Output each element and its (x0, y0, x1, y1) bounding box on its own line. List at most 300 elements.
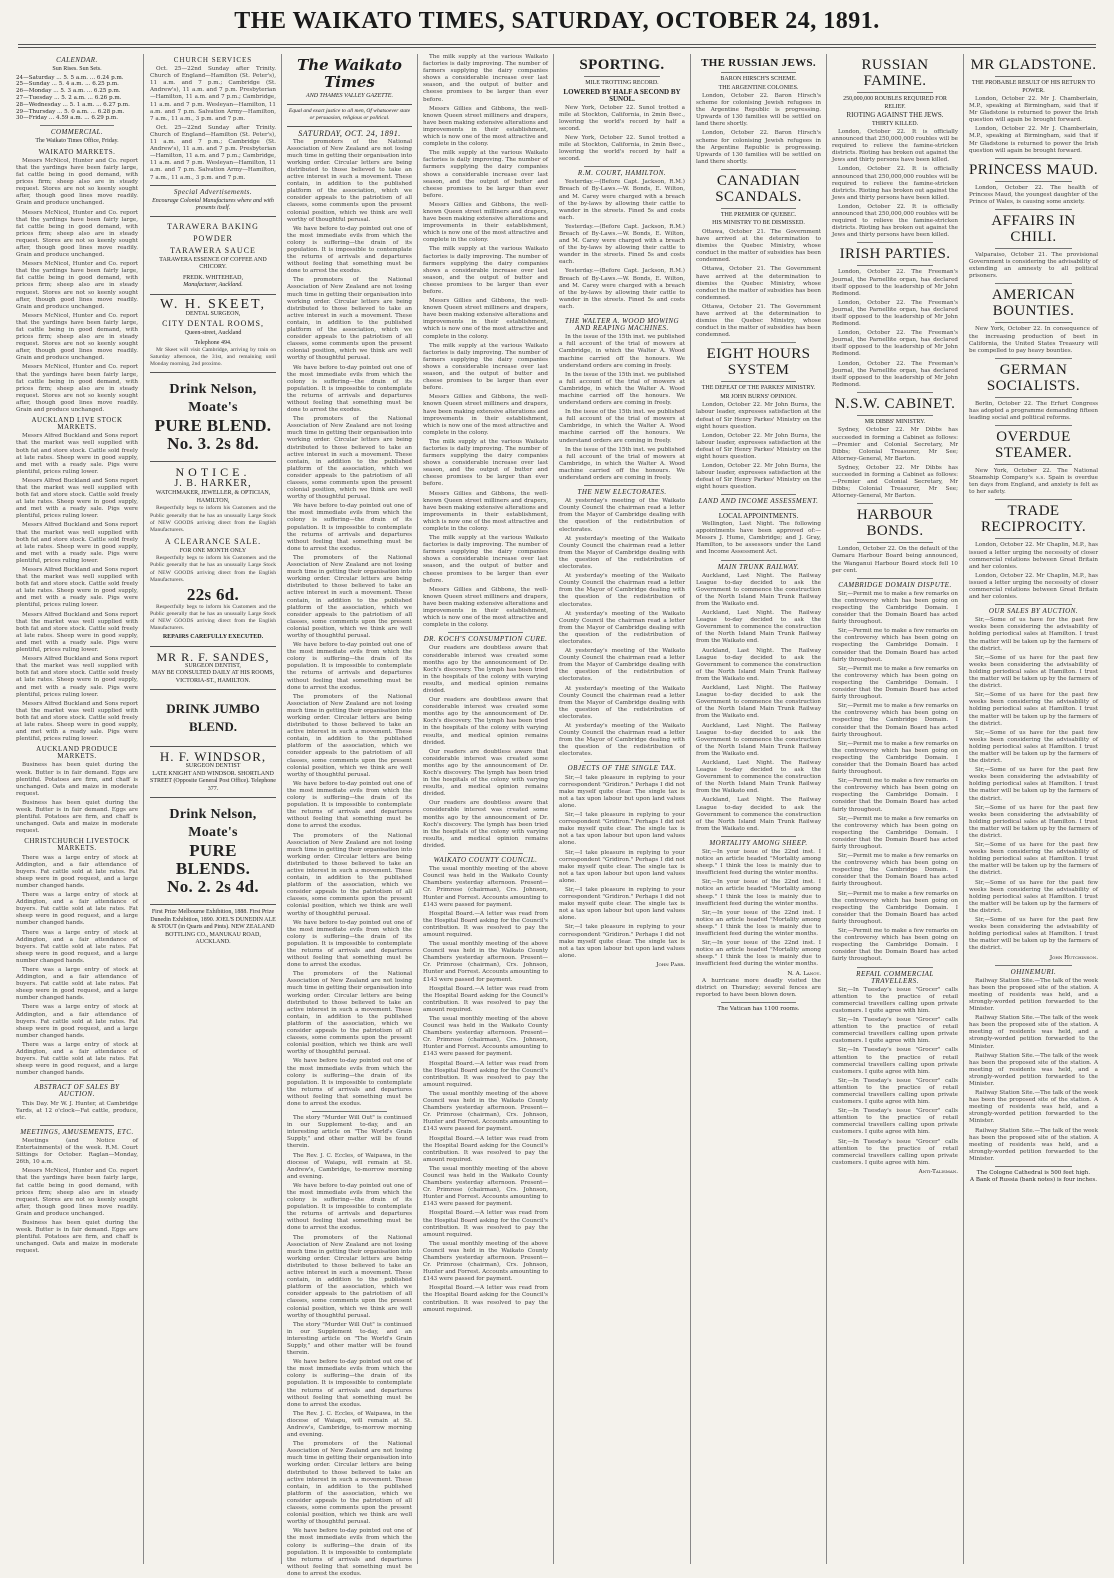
divider (995, 358, 1072, 359)
paper-title: The Waikato Times (297, 56, 402, 91)
bounties-text: New York, October 22. In consequence of the increasing production of beet in California, the United States Treasury will be compelled to pay heavy bounties. (969, 326, 1098, 354)
ohinemuri-text: Railway Station Site.—The talk of the week has been the proposed site of the station. A meeting of residents was held, and a strongly-worded petition forwarded to the Minister. (969, 1052, 1098, 1087)
newspaper-title: THE WAIKATO TIMES, SATURDAY, OCTOBER 24, 1891. (234, 8, 880, 34)
refail-text: Sir,—In Tuesday's issue "Grocer" calls attention to the practice of retail commercial travellers calling upon private customers. I quite agree with him. (832, 986, 958, 1014)
masthead-rule (18, 44, 1096, 45)
main-trunk-text: Auckland, Last Night. The Railway League to-day decided to ask the Government to commence the construction of the North Island Main Trunk Railway from the Waikato end. (696, 722, 821, 757)
nelson-moate-advert-2 (150, 806, 276, 896)
paragraph-text: The milk supply at the various Waikato factories is daily improving. The number of farmers supplying the dairy companies shows a considerable increase over last season, and the output of butter and cheese promises to be larger than ever before. (423, 246, 548, 295)
paragraph-text: Messrs Gillies and Gibbons, the well-known Queen street milliners and drapers, have been making extensive alterations and improvements in their establishment, which is now one of the most attractive and complete in the colony. (423, 201, 548, 244)
domain-text: Sir,—Permit me to make a few remarks on the controversy which has been going on respecting the Cambridge Domain. I consider that the Domain Board has acted fairly throughout. (832, 778, 958, 813)
divider (150, 646, 276, 647)
christchurch-text: There was a large entry of stock at Addington, and a fair attendance of buyers. Fat cattle sold at late rates. Fat sheep were in good request, and a large number changed hands. (16, 966, 138, 1002)
divider (150, 904, 276, 905)
russian-jews-text: London, October 22. Baron Hirsch's scheme for colonising Jewish refugees in the Argentine Republic is progressing. Upwards of 130 families will be settled on land there shortly. (696, 130, 821, 165)
notice-text: A hurricane more deadly visited the district on Thursday; several fences are reported to have been blown down. (696, 977, 821, 998)
leader-text: The promoters of the National Association of New Zealand are not losing much time in getting their organisation into working order. Circular letters are being distributed to those believed to take an active interest in such a movement. These contain, in addition to the published platform of the association, which we consider appeals to the patriotism of all classes, some comments upon the present colonial position, which we think are well worthy of thoughtful perusal. (287, 138, 412, 223)
paragraph-text: The promoters of the National Association of New Zealand are not losing much time in getting their organisation into working order. Circular letters are being distributed to those believed to take an active interest in such a movement. These contain, in addition to the published platform of the association, which we consider appeals to the patriotism of all classes, some comments upon the present colonial position, which we think are well worthy of thoughtful perusal. (287, 1441, 412, 1526)
column-rule (281, 54, 282, 1564)
divider (287, 104, 412, 105)
divider (995, 965, 1072, 966)
chili-heading: AFFAIRS IN CHILI. (991, 213, 1076, 246)
eight-hours-text: London, October 22. Mr John Burns, the labour leader, expresses satisfaction at the defeat of Sir Henry Parkes' Ministry on the eight hours question. (696, 463, 821, 491)
divider (995, 464, 1072, 465)
county-council-text: Hospital Board.—A letter was read from the Hospital Board asking for the Council's contribution. It was resolved to pay the amount required. (423, 1060, 548, 1088)
sandes-advert (150, 651, 276, 686)
domain-text: Sir,—Permit me to make a few remarks on the controversy which has been going on respecting the Cambridge Domain. I consider that the Domain Board has acted fairly throughout. (832, 740, 958, 776)
canadian-subheading: HIS MINISTRY TO BE DISMISSED. (712, 220, 805, 227)
county-council-text: Hospital Board.—A letter was read from the Hospital Board asking for the Council's contribution. It was resolved to pay the amount required. (423, 1135, 548, 1163)
paragraph-text: The Rev. J. C. Eccles, of Waipawa, in the diocese of Waiapu, will remain at St. Andrew's, Cambridge, to-morrow morning and evening. (287, 1410, 412, 1439)
main-trunk-text: Auckland, Last Night. The Railway League to-day decided to ask the Government to commence the construction of the North Island Main Trunk Railway from the Waikato end. (696, 572, 821, 607)
tarawera-advert (150, 221, 276, 290)
clearance-heading: A CLEARANCE SALE. (164, 536, 262, 546)
skeet-name: W. H. SKEET, (159, 296, 267, 312)
divider (721, 1002, 796, 1003)
divider (721, 509, 796, 510)
maud-text: London, October 22. The health of Princess Maud, the youngest daughter of the Prince of Wales, is causing some anxiety. (969, 184, 1098, 205)
special-ads-subheading: Encourage Colonial Manufactures where and with presents itself. (152, 197, 274, 212)
famine-subheading: RIOTING AGAINST THE JEWS. (846, 111, 944, 119)
harker-text: Respectfully begs to inform his Customers and the Public generally that he has an unusually Large Stock of NEW GOODS arriving direct from the English Manufacturers. (150, 603, 276, 631)
masthead (0, 0, 1114, 48)
overdue-steamer-heading: OVERDUE STEAMER. (995, 429, 1072, 462)
rm-court-text: Yesterday.—(Before Capt. Jackson, R.M.) Breach of By-Laws.—W. Bonds, E. Wilton, and M. Carey were charged with a breach of the by-laws by allowing their cattle to wander in the streets. Fined 5s and costs each. (559, 268, 685, 310)
abstract-heading: ABSTRACT OF SALES BY AUCTION. (34, 1083, 120, 1099)
auckland-livestock-text: Messrs Alfred Buckland and Sons report that the market was well supplied with both fat and store stock. Cattle sold freely at late rates. Sheep were in good supply, and met with a ready sale. Pigs were plentiful, prices ruling lower. (16, 567, 138, 609)
divider (857, 578, 933, 579)
electorates-text: At yesterday's meeting of the Waikato County Council the chairman read a letter from the Mayor of Cambridge dealing with the question of the redistribution of electorates. (559, 573, 685, 608)
sales-text: Sir,—Some of us have for the past few weeks been considering the advisability of holding periodical sales at Hamilton. I trust the matter will be taken up by the farmers of the district. (969, 842, 1098, 877)
divider (721, 381, 796, 382)
divider (150, 294, 276, 295)
dunedin-ale-advert (150, 909, 276, 947)
paragraph-text: The Rev. J. C. Eccles, of Waipawa, in the diocese of Waiapu, will remain at St. Andrew's, Cambridge, to-morrow morning and evening. (287, 1152, 412, 1180)
paragraph-text: The milk supply at the various Waikato factories is daily improving. The number of farmers supplying the dairy companies shows a considerable increase over last season, and the output of butter and cheese promises to be larger than ever before. (423, 150, 548, 199)
overdue-text: New York, October 22. The National Steamship Company's s.s. Spain is overdue ten days from England, and anxiety is felt as to her safety. (969, 468, 1098, 496)
famine-heading: RUSSIAN FAMINE. (861, 57, 929, 89)
markets-text: Messrs McNicol, Hunter and Co. report that the yardings have been fairly large, fat cattle being in good demand, with prices firm; sheep also are in steady request. Stores are not so keenly sought after, though good lines move readily. Grain and produce unchanged. (16, 261, 138, 310)
main-trunk-heading: MAIN TRUNK RAILWAY. (717, 562, 800, 571)
sales-text: Sir,—Some of us have for the past few weeks been considering the advisability of holding periodical sales at Hamilton. I trust the matter will be taken up by the farmers of the district. (969, 729, 1098, 765)
divider (150, 746, 276, 747)
abstract-text: This Day. Mr W. J. Hunter, at Cambridge Yards, at 12 o'clock—Fat cattle, produce, etc. (16, 1100, 138, 1121)
divider (721, 72, 796, 73)
harker-name: J. B. HARKER, (174, 478, 252, 490)
koch-text: Our readers are doubtless aware that considerable interest was created some months ago by the announcement of Dr. Koch's discovery. The lymph has been tried in the hospitals of the colony with varying results, and medical opinion remains divided. (423, 748, 548, 798)
nelson-line: PURE BLENDS. (175, 841, 251, 879)
domain-text: Sir,—Permit me to make a few remarks on the controversy which has been going on respecting the Cambridge Domain. I consider that the Domain Board has acted fairly throughout. (832, 890, 958, 925)
windsor-name: H. F. WINDSOR, (159, 749, 267, 765)
land-assessment-heading: LAND AND INCOME ASSESSMENT. (698, 497, 819, 506)
divider (584, 76, 660, 77)
christchurch-heading: CHRISTCHURCH LIVESTOCK MARKETS. (24, 837, 130, 853)
leader-text: We have before to-day pointed out one of the most immediate evils from which the colony is suffering—the drain of its population. It is impossible to contemplate the returns of arrivals and departures without feeling that something must be done to arrest the exodus. (287, 919, 412, 969)
divider (857, 503, 933, 504)
divider (995, 209, 1072, 210)
calendar-row: 28—Wednesday ... 5. 1 a.m. ... 6.27 p.m. (16, 101, 130, 108)
irish-text: London, October 22. The Freeman's Journal, the Parnellite organ, has declared itself opposed to the leadership of Mr John Redmond. (832, 360, 958, 388)
divider (857, 967, 933, 968)
price-22s: 22s 6d. (186, 584, 240, 604)
refail-signature: Anti-Talisman. (918, 1168, 958, 1175)
paragraph-text: The milk supply at the various Waikato factories is daily improving. The number of farmers supplying the dairy companies shows a considerable increase over last season, and the output of butter and cheese promises to be larger than ever before. (423, 438, 548, 488)
auckland-livestock-text: Messrs Alfred Buckland and Sons report that the market was well supplied with both fat and store stock. Cattle sold freely at late rates. Sheep were in good supply, and met with a ready sale. Pigs were plentiful, prices ruling lower. (16, 522, 138, 564)
nelson-moate-advert-1 (150, 381, 276, 453)
leader-text: The promoters of the National Association of New Zealand are not losing much time in getting their organisation into working order. Circular letters are being distributed to those believed to take an active interest in such a movement. These contain, in addition to the published platform of the association, which we consider appeals to the patriotism of all classes, some comments upon the present colonial position, which we think are well worthy of thoughtful perusal. (287, 416, 412, 501)
calendar-heading: CALENDAR. (56, 56, 98, 64)
divider (721, 836, 796, 837)
princess-maud-heading: PRINCESS MAUD. (969, 161, 1098, 178)
sporting-subheading: MILE TROTTING RECORD. (585, 80, 659, 86)
divider (721, 494, 796, 495)
rm-court-text: Yesterday.—(Before Capt. Jackson, R.M.) Breach of By-Laws.—W. Bonds, E. Wilton, and M. Carey were charged with a breach of the by-laws by allowing their cattle to wander in the streets. Fined 5s and costs each. (559, 223, 685, 266)
paragraph-text: The milk supply at the various Waikato factories is daily improving. The number of farmers supplying the dairy companies shows a considerable increase over last season, and the output of butter and cheese promises to be larger than ever before. (423, 342, 548, 392)
ohinemuri-text: Railway Station Site.—The talk of the week has been the proposed site of the station. A meeting of residents was held, and a strongly-worded petition forwarded to the Minister. (969, 977, 1098, 1013)
sales-text: Sir,—Some of us have for the past few weeks been considering the advisability of holding periodical sales at Hamilton. I trust the matter will be taken up by the farmers of the district. (969, 917, 1098, 952)
auckland-livestock-heading: AUCKLAND LIVE STOCK MARKETS. (31, 416, 123, 432)
sporting-text: New York, October 22. Sunol trotted a mile at Stockton, California, in 2min 8sec., lowering the world's record by half a second. (559, 134, 685, 163)
american-bounties-heading: AMERICAN BOUNTIES. (991, 287, 1076, 320)
famine-text: London, October 22. It is officially announced that 250,000,000 roubles will be required to relieve the famine-stricken districts. Rioting has broken out against the Jews and thirty persons have been killed. (832, 203, 958, 239)
divider (857, 415, 933, 416)
paragraph-text: We have before to-day pointed out one of the most immediate evils from which the colony is suffering—the drain of its population. It is impossible to contemplate the returns of arrivals and departures without feeling that something must be done to arrest the exodus. (287, 1182, 412, 1232)
county-council-text: The usual monthly meeting of the above Council was held in the Waikato County Chambers yesterday afternoon. Present—Cr. Primrose (chairman), Crs. Johnson, Hunter and Forrest. Accounts amounting to £143 were passed for payment. (423, 1165, 548, 1208)
markets-text: Messrs McNicol, Hunter and Co. report that the yardings have been fairly large, fat cattle being in good demand, with prices firm; sheep also are in steady request. Stores are not so keenly sought after, though good lines move readily. Grain and produce unchanged. (16, 209, 138, 259)
refail-heading: REFAIL COMMERCIAL TRAVELLERS. (856, 969, 934, 985)
mortality-signature: N. A. Lanoy. (787, 970, 821, 977)
divider (995, 1166, 1072, 1167)
domain-text: Sir,—Permit me to make a few remarks on the controversy which has been going on respecting the Cambridge Domain. I consider that the Domain Board has acted fairly throughout. (832, 853, 958, 888)
eight-hours-subheading: THE DEFEAT OF THE PARKES' MINISTRY. (701, 385, 816, 392)
divider (40, 125, 113, 126)
canadian-subheading: THE PREMIER OF QUEBEC. (720, 211, 797, 218)
windsor-sub: SURGEON DENTIST (185, 763, 241, 770)
jumbo-blend-advert (150, 700, 276, 736)
special-ads-heading: Special Advertisements. (173, 187, 253, 196)
auckland-livestock-text: Messrs Alfred Buckland and Sons report that the market was well supplied with both fat and store stock. Cattle sold freely at late rates. Sheep were in good supply, and met with a ready sale. Pigs were plentiful, prices ruling lower. (16, 700, 138, 743)
tarawera-line: TARAWERA BAKING POWDER (167, 221, 259, 243)
produce-text: Business has been quiet during the week. Butter is in fair demand. Eggs are plentiful. Potatoes are firm, and chaff is unchanged. Oats and maize in moderate request. (16, 799, 138, 835)
column-1 (16, 54, 138, 1564)
calendar-row: 25—Sunday ... 5. 4 a.m. ... 6.25 p.m. (16, 81, 119, 88)
christchurch-text: There was a large entry of stock at Addington, and a fair attendance of buyers. Fat cattle sold at late rates. Fat sheep were in good request, and a large number changed hands. (16, 854, 138, 889)
markets-heading: WAIKATO MARKETS. (38, 147, 116, 156)
domain-text: Sir,—Permit me to make a few remarks on the controversy which has been going on respecting the Cambridge Domain. I consider that the Domain Board has acted fairly throughout. (832, 590, 958, 626)
single-tax-signature: John Parr. (656, 961, 685, 968)
skeet-advert (150, 296, 276, 369)
christchurch-text: There was a large entry of stock at Addington, and a fair attendance of buyers. Fat cattle sold at late rates. Fat sheep were in good request, and a large number changed hands. (16, 892, 138, 927)
koch-text: Our readers are doubtless aware that considerable interest was created some months ago by the announcement of Dr. Koch's discovery. The lymph has been tried in the hospitals of the colony with varying results, and medical opinion remains divided. (423, 645, 548, 694)
ohinemuri-text: Railway Station Site.—The talk of the week has been the proposed site of the station. A meeting of residents was held, and a strongly-worded petition forwarded to the Minister. (969, 1127, 1098, 1162)
electorates-text: At yesterday's meeting of the Waikato County Council the chairman read a letter from the Mayor of Cambridge dealing with the question of the redistribution of electorates. (559, 610, 685, 645)
ohinemuri-text: Railway Station Site.—The talk of the week has been the proposed site of the station. A meeting of residents was held, and a strongly-worded petition forwarded to the Minister. (969, 1090, 1098, 1125)
commercial-subheading: The Waikato Times Office, Friday. (35, 138, 119, 145)
mortality-text: Sir,—In your issue of the 22nd inst. I notice an article headed "Mortality among sheep." I think the loss is mainly due to insufficient feed during the winter months. (696, 940, 821, 968)
sales-text: Sir,—Some of us have for the past few weeks been considering the advisability of holding periodical sales at Hamilton. I trust the matter will be taken up by the farmers of the district. (969, 654, 1098, 690)
harker-text: Respectfully begs to inform his Customers and the Public generally that he has an unusually Large Stock of NEW GOODS arriving direct from the English Manufacturers. (150, 555, 276, 583)
divider (995, 76, 1072, 77)
date-heading: SATURDAY, OCT. 24, 1891. (298, 128, 401, 138)
calendar-row: 24—Saturday ... 5. 5 a.m. ... 6.24 p.m. (16, 74, 124, 81)
gladstone-text: London, October 22. Mr J. Chamberlain, M.P., speaking at Birmingham, said that if Mr Gladstone is returned to power the Irish question will again be brought forward. (969, 96, 1098, 124)
main-trunk-text: Auckland, Last Night. The Railway League to-day decided to ask the Government to commence the construction of the North Island Main Trunk Railway from the Waikato end. (696, 610, 821, 645)
electorates-heading: THE NEW ELECTORATES. (577, 488, 667, 497)
canadian-text: Ottawa, October 21. The Government have arrived at the determination to dismiss the Quebec Ministry, whose conduct in the matter of subsidies has been condemned. (696, 303, 821, 339)
auckland-livestock-text: Messrs Alfred Buckland and Sons report that the market was well supplied with both fat and store stock. Cattle sold freely at late rates. Sheep were in good supply, and met with a ready sale. Pigs were plentiful, prices ruling lower. (16, 477, 138, 520)
trade-reciprocity-heading: TRADE RECIPROCITY. (981, 503, 1086, 536)
russian-jews-heading: THE RUSSIAN JEWS. (701, 57, 816, 69)
leader-text: The promoters of the National Association of New Zealand are not losing much time in getting their organisation into working order. Circular letters are being distributed to those believed to take an active interest in such a movement. These contain, in addition to the published platform of the association, which we consider appeals to the patriotism of all classes, some comments upon the present colonial position, which we think are well worthy of thoughtful perusal. (287, 693, 412, 778)
mortality-text: Sir,—In your issue of the 22nd inst. I notice an article headed "Mortality among sheep." I think the loss is mainly due to insufficient feed during the winter months. (696, 879, 821, 907)
leader-text: We have before to-day pointed out one of the most immediate evils from which the colony is suffering—the drain of its population. It is impossible to contemplate the returns of arrivals and departures without feeling that something must be done to arrest the exodus. (287, 503, 412, 552)
paragraph-text: We have before to-day pointed out one of the most immediate evils from which the colony is suffering—the drain of its population. It is impossible to contemplate the returns of arrivals and departures without feeling that something must be done to arrest the exodus. (287, 1359, 412, 1408)
leader-text: The promoters of the National Association of New Zealand are not losing much time in getting their organisation into working order. Circular letters are being distributed to those believed to take an active interest in such a movement. These contain, in addition to the published platform of the association, which we consider appeals to the patriotism of all classes, some comments upon the present colonial position, which we think are well worthy of thoughtful perusal. (287, 832, 412, 917)
column-2 (150, 54, 276, 1564)
domain-text: Sir,—Permit me to make a few remarks on the controversy which has been going on respecting the Cambridge Domain. I consider that the Domain Board has acted fairly throughout. (832, 703, 958, 738)
ohinemuri-heading: OHINEMURI. (1010, 967, 1057, 976)
divider (584, 485, 660, 486)
trade-text: London, October 22. Mr Chaplin, M.P., has issued a letter urging the necessity of closer commercial relations between Great Britain and her colonies. (969, 572, 1098, 601)
divider (995, 158, 1072, 159)
sporting-subheading: LOWERED BY HALF A SECOND BY SUNOL. (563, 87, 681, 103)
russian-jews-text: London, October 22. Baron Hirsch's scheme for colonising Jewish refugees in the Argentine Republic is progressing. Upwards of 130 families will be settled on land there shortly. (696, 93, 821, 128)
divider (721, 342, 796, 343)
meetings-text: Business has been quiet during the week. Butter is in fair demand. Eggs are plentiful. Potatoes are firm, and chaff is unchanged. Oats and maize in moderate request. (16, 1219, 138, 1255)
divider (857, 542, 933, 543)
divider (721, 208, 796, 209)
sandes-text: MAY BE CONSULTED DAILY AT HIS ROOMS, VICTORIA-ST., HAMILTON. (151, 670, 275, 684)
sales-text: Sir,—Some of us have for the past few weeks been considering the advisability of holding periodical sales at Hamilton. I trust the matter will be taken up by the farmers of the district. (969, 692, 1098, 727)
chili-text: Valparaiso, October 21. The provisional Government is considering the advisability of extending an amnesty to all political prisoners. (969, 252, 1098, 280)
column-4 (423, 54, 548, 1564)
sporting-heading: SPORTING. (579, 57, 665, 73)
canadian-scandals-heading: CANADIAN SCANDALS. (715, 172, 802, 205)
paragraph-text: We have before to-day pointed out one of the most immediate evils from which the colony is suffering—the drain of its population. It is impossible to contemplate the returns of arrivals and departures without feeling that something must be done to arrest the exodus. (287, 1528, 412, 1577)
church-services-text: Oct. 25—22nd Sunday after Trinity. Church of England—Hamilton (St. Peter's), 11 a.m. and 7 p.m.; Cambridge (St. Andrew's), 11 a.m. and 7 p.m. Presbyterian—Hamilton, 11 a.m. and 7 p.m.; Cambridge, 11 a.m. and 7 p.m. Wesleyan—Hamilton, 11 a.m. and 7 p.m. Salvation Army—Hamilton, 7 a.m., 11 a.m., 3 p.m. and 7 p.m. (150, 124, 276, 181)
eight-hours-text: London, October 22. Mr John Burns, the labour leader, expresses satisfaction at the defeat of Sir Henry Parkes' Ministry on the eight hours question. (696, 432, 821, 460)
skeet-line: CITY DENTAL ROOMS, (162, 319, 264, 329)
meetings-heading: MEETINGS, AMUSEMENTS, ETC. (20, 1127, 134, 1136)
electorates-text: At yesterday's meeting of the Waikato County Council the chairman read a letter from the Mayor of Cambridge dealing with the question of the redistribution of electorates. (559, 685, 685, 720)
repairs-line: REPAIRS CAREFULLY EXECUTED. (162, 634, 264, 641)
county-council-text: Hospital Board.—A letter was read from the Hospital Board asking for the Council's contribution. It was resolved to pay the amount required. (423, 910, 548, 938)
leader-text: The promoters of the National Association of New Zealand are not losing much time in getting their organisation into working order. Circular letters are being distributed to those believed to take an active interest in such a movement. These contain, in addition to the published platform of the association, which we consider appeals to the patriotism of all classes, some comments upon the present colonial position, which we think are well worthy of thoughtful perusal. (287, 277, 412, 362)
single-tax-text: Sir,—I take pleasure in replying to your correspondent "Gridiron." Perhaps I did not make myself quite clear. The single tax is not a tax upon labour but upon land values alone. (559, 774, 685, 809)
single-tax-text: Sir,—I take pleasure in replying to your correspondent "Gridiron." Perhaps I did not make myself quite clear. The single tax is not a tax upon labour but upon land values alone. (559, 812, 685, 847)
paragraph-text: The milk supply at the various Waikato factories is daily improving. The number of farmers supplying the dairy companies shows a considerable increase over last season, and the output of butter and cheese promises to be larger than ever before. (423, 54, 548, 103)
column-3 (287, 54, 412, 1577)
koch-text: Our readers are doubtless aware that considerable interest was created some months ago by the announcement of Dr. Koch's discovery. The lymph has been tried in the hospitals of the colony with varying results, and medical opinion remains divided. (423, 800, 548, 849)
divider (584, 166, 660, 167)
electorates-text: At yesterday's meeting of the Waikato County Council the chairman read a letter from the Mayor of Cambridge dealing with the question of the redistribution of electorates. (559, 723, 685, 758)
nsw-subheading: MR DIBBS' MINISTRY. (864, 418, 926, 425)
divider (150, 216, 276, 217)
column-rule (963, 54, 964, 1564)
markets-text: Messrs McNicol, Hunter and Co. report that the yardings have been fairly large, fat cattle being in good demand, with prices firm; sheep also are in steady request. Stores are not so keenly sought after, though good lines move readily. Grain and produce unchanged. (16, 364, 138, 414)
sales-text: Sir,—Some of us have for the past few weeks been considering the advisability of holding periodical sales at Hamilton. I trust the matter will be taken up by the farmers of the district. (969, 879, 1098, 914)
county-council-text: The usual monthly meeting of the above Council was held in the Waikato County Chambers yesterday afternoon. Present—Cr. Primrose (chairman), Crs. Johnson, Hunter and Forrest. Accounts amounting to £143 were passed for payment. (423, 1240, 548, 1283)
nsw-text: Sydney, October 22. Mr Dibbs has succeeded in forming a Cabinet as follows:—Premier and Colonial Secretary, Mr Dibbs; Colonial Treasurer, Mr See; Attorney-General, Mr Barton. (832, 464, 958, 500)
koch-text: Our readers are doubtless aware that considerable interest was created some months ago by the announcement of Dr. Koch's discovery. The lymph has been tried in the hospitals of the colony with varying results, and medical opinion remains divided. (423, 697, 548, 746)
sales-signature: John Hutchinson. (1049, 954, 1098, 961)
sandes-sub: SURGEON DENTIST, (185, 662, 241, 669)
column-5 (559, 54, 685, 1564)
famine-subheading: 250,000,000 ROUBLES REQUIRED FOR RELIEF. (843, 96, 947, 110)
divider (40, 1080, 113, 1081)
calendar-table (16, 75, 138, 123)
vatican-note: The Vatican has 1100 rooms. (717, 1005, 800, 1012)
auckland-livestock-text: Messrs Alfred Buckland and Sons report that the market was well supplied with both fat and store stock. Cattle sold freely at late rates. Sheep were in good supply, and met with a ready sale. Pigs were plentiful, prices ruling lower. (16, 433, 138, 475)
skeet-phone: Telephone 494. (194, 339, 232, 346)
column-8 (969, 54, 1098, 1564)
auckland-livestock-text: Messrs Alfred Buckland and Sons report that the market was well supplied with both fat and store stock. Cattle sold freely at late rates. Sheep were in good supply, and met with a ready sale. Pigs were plentiful, prices ruling lower. (16, 611, 138, 654)
leader-text: We have before to-day pointed out one of the most immediate evils from which the colony is suffering—the drain of its population. It is impossible to contemplate the returns of arrivals and departures without feeling that something must be done to arrest the exodus. (287, 642, 412, 691)
divider (150, 185, 276, 186)
windsor-advert (150, 751, 276, 793)
refail-text: Sir,—In Tuesday's issue "Grocer" calls attention to the practice of retail commercial travellers calling upon private customers. I quite agree with him. (832, 1017, 958, 1045)
harbour-bonds-heading: HARBOUR BONDS. (856, 507, 934, 540)
county-council-text: Hospital Board.—A letter was read from the Hospital Board asking for the Council's contribution. It was resolved to pay the amount required. (423, 1285, 548, 1313)
leader-text: The promoters of the National Association of New Zealand are not losing much time in getting their organisation into working order. Circular letters are being distributed to those believed to take an active interest in such a movement. These contain, in addition to the published platform of the association, which we consider appeals to the patriotism of all classes, some comments upon the present colonial position, which we think are well worthy of thoughtful perusal. (287, 554, 412, 639)
refail-text: Sir,—In Tuesday's issue "Grocer" calls attention to the practice of retail commercial travellers calling upon private customers. I quite agree with him. (832, 1138, 958, 1166)
divider (287, 126, 412, 127)
paragraph-text: Messrs Gillies and Gibbons, the well-known Queen street milliners and drapers, have been making extensive alterations and improvements in their establishment, which is now one of the most attractive and complete in the colony. (423, 586, 548, 629)
walter-wood-heading: THE WALTER A. WOOD MOWING AND REAPING MACHINES. (564, 317, 680, 333)
leader-text: We have before to-day pointed out one of the most immediate evils from which the colony is suffering—the drain of its population. It is impossible to contemplate the returns of arrivals and departures without feeling that something must be done to arrest the exodus. (287, 1058, 412, 1107)
county-council-text: Hospital Board.—A letter was read from the Hospital Board asking for the Council's contribution. It was resolved to pay the amount required. (423, 1210, 548, 1238)
rm-court-heading: R.M. COURT, HAMILTON. (577, 169, 667, 178)
divider (150, 797, 276, 798)
domain-dispute-heading: CAMBRIDGE DOMAIN DISPUTE. (838, 580, 952, 589)
main-trunk-text: Auckland, Last Night. The Railway League to-day decided to ask the Government to commence the construction of the North Island Main Trunk Railway from the Waikato end. (696, 797, 821, 832)
tarawera-line: TARAWERA ESSENCE OF COFFEE AND CHICORY. (159, 256, 267, 271)
sandes-name: MR R. F. SANDES, (156, 649, 270, 664)
sales-auction-heading: OUR SALES BY AUCTION. (988, 607, 1079, 616)
sporting-text: New York, October 22. Sunol trotted a mile at Stockton, California, in 2min 8sec., lowering the world's record by half a second. (559, 104, 685, 132)
bank-note: A Bank of Russia (bank notes) is four inches. (970, 1177, 1097, 1184)
walter-wood-text: In the issue of the 15th inst. we published a full account of the trial of mowers at Cambridge, in which the Walter A. Wood machine carried off the honours. We understand orders are coming in freely. (559, 371, 685, 407)
dunedin-text: First Prize Melbourne Exhibition, 1888. First Prize Dunedin Exhibition, 1890. JOEL'S DUNEDIN ALE & STOUT (in Quarts and Pints). NEW ZEALAND BOTTLING CO., MANUKAU ROAD, AUCKLAND. (150, 909, 276, 946)
divider (995, 604, 1072, 605)
domain-text: Sir,—Permit me to make a few remarks on the controversy which has been going on respecting the Cambridge Domain. I consider that the Domain Board has acted fairly throughout. (832, 665, 958, 701)
leader-text: We have before to-day pointed out one of the most immediate evils from which the colony is suffering—the drain of its population. It is impossible to contemplate the returns of arrivals and departures without feeling that something must be done to arrest the exodus. (287, 364, 412, 414)
irish-parties-heading: IRISH PARTIES. (839, 246, 951, 263)
leader-text: We have before to-day pointed out one of the most immediate evils from which the colony is suffering—the drain of its population. It is impossible to contemplate the returns of arrivals and departures without feeling that something must be done to arrest the exodus. (287, 780, 412, 830)
domain-text: Sir,—Permit me to make a few remarks on the controversy which has been going on respecting the Cambridge Domain. I consider that the Domain Board has acted fairly throughout. (832, 928, 958, 963)
county-council-text: The usual monthly meeting of the above Council was held in the Waikato County Chambers yesterday afternoon. Present—Cr. Primrose (chairman), Crs. Johnson, Hunter and Forrest. Accounts amounting to £143 were passed for payment. (423, 1090, 548, 1133)
leader-text: We have before to-day pointed out one of the most immediate evils from which the colony is suffering—the drain of its population. It is impossible to contemplate the returns of arrivals and departures without feeling that something must be done to arrest the exodus. (287, 225, 412, 275)
domain-text: Sir,—Permit me to make a few remarks on the controversy which has been going on respecting the Cambridge Domain. I consider that the Domain Board has acted fairly throughout. (832, 815, 958, 850)
divider (995, 538, 1072, 539)
produce-text: Business has been quiet during the week. Butter is in fair demand. Eggs are plentiful. Potatoes are firm, and chaff is unchanged. Oats and maize in moderate request. (16, 762, 138, 797)
divider (721, 560, 796, 561)
single-tax-text: Sir,—I take pleasure in replying to your correspondent "Gridiron." Perhaps I did not make myself quite clear. The single tax is not a tax upon labour but upon land values alone. (559, 924, 685, 959)
local-appointments-text: Wellington, Last Night. The following appointments have been approved of:—Messrs J. Hume, Cambridge; and J. Gray, Hamilton, to be assessors under the Land and Income Assessment Act. (696, 521, 821, 556)
column-7 (832, 54, 958, 1564)
divider (448, 853, 523, 854)
whitehead-sub: Manufacturer, Auckland. (183, 282, 243, 289)
nelson-line: No. 3. 2s 8d. (167, 434, 259, 454)
nelson-line: PURE BLEND. (154, 416, 272, 436)
column-rule (690, 54, 691, 1564)
nelson-line: Drink Nelson, Moate's (169, 382, 257, 416)
divider (40, 1125, 113, 1126)
refail-text: Sir,—In Tuesday's issue "Grocer" calls attention to the practice of retail commercial travellers calling upon private customers. I quite agree with him. (832, 1108, 958, 1136)
refail-text: Sir,—In Tuesday's issue "Grocer" calls attention to the practice of retail commercial travellers calling upon private customers. I quite agree with him. (832, 1047, 958, 1075)
single-tax-text: Sir,—I take pleasure in replying to your correspondent "Gridiron." Perhaps I did not make myself quite clear. The single tax is not a tax upon labour but upon land values alone. (559, 849, 685, 884)
calendar-row: 27—Tuesday ... 5. 2 a.m. ... 6.26 p.m. (16, 94, 122, 101)
divider (995, 322, 1072, 323)
calendar-row: 29—Thursday ... 5. 0 a.m. ... 6.28 p.m. (16, 108, 125, 115)
county-council-text: Hospital Board.—A letter was read from the Hospital Board asking for the Council's contribution. It was resolved to pay the amount required. (423, 985, 548, 1013)
refail-text: Sir,—In Tuesday's issue "Grocer" calls attention to the practice of retail commercial travellers calling upon private customers. I quite agree with him. (832, 1077, 958, 1106)
main-trunk-text: Auckland, Last Night. The Railway League to-day decided to ask the Government to commence the construction of the North Island Main Trunk Railway from the Waikato end. (696, 647, 821, 682)
nsw-text: Sydney, October 22. Mr Dibbs has succeeded in forming a Cabinet as follows:—Premier and Colonial Secretary, Mr Dibbs; Colonial Treasurer, Mr See; Attorney-General, Mr Barton. (832, 427, 958, 462)
german-text: Berlin, October 22. The Erfurt Congress has adopted a programme demanding fifteen leading social and political reforms. (969, 400, 1098, 421)
county-council-text: The usual monthly meeting of the above Council was held in the Waikato County Chambers yesterday afternoon. Present—Cr. Primrose (chairman), Crs. Johnson, Hunter and Forrest. Accounts amounting to £143 were passed for payment. (423, 1016, 548, 1058)
divider (995, 397, 1072, 398)
divider (584, 314, 660, 315)
nelson-line: No. 2. 2s 4d. (167, 877, 259, 897)
canadian-text: Ottawa, October 21. The Government have arrived at the determination to dismiss the Quebec Ministry, whose conduct in the matter of subsidies has been condemned. (696, 266, 821, 301)
harker-advert (150, 466, 276, 641)
paragraph-text: Messrs Gillies and Gibbons, the well-known Queen street milliners and drapers, have been making extensive alterations and improvements in their establishment, which is now one of the most attractive and complete in the colony. (423, 105, 548, 148)
leader-text: The promoters of the National Association of New Zealand are not losing much time in getting their organisation into working order. Circular letters are being distributed to those believed to take an active interest in such a movement. These contain, in addition to the published platform of the association, which we consider appeals to the patriotism of all classes, some comments upon the present colonial position, which we think are well worthy of thoughtful perusal. (287, 971, 412, 1056)
irish-text: London, October 22. The Freeman's Journal, the Parnellite organ, has declared itself opposed to the leadership of Mr John Redmond. (832, 330, 958, 358)
christchurch-text: There was a large entry of stock at Addington, and a fair attendance of buyers. Fat cattle sold at late rates. Fat sheep were in good request, and a large number changed hands. (16, 1004, 138, 1039)
nelson-line: Drink Nelson, Moate's (169, 807, 257, 841)
divider (857, 392, 933, 393)
famine-text: London, October 22. It is officially announced that 250,000,000 roubles will be required to relieve the famine-stricken districts. Rioting has broken out against the Jews and thirty persons have been killed. (832, 129, 958, 164)
irish-text: London, October 22. The Freeman's Journal, the Parnellite organ, has declared itself opposed to the leadership of Mr John Redmond. (832, 299, 958, 328)
tarawera-line: TARAWERA SAUCE (170, 245, 256, 255)
christchurch-text: There was a large entry of stock at Addington, and a fair attendance of buyers. Fat cattle sold at late rates. Fat sheep were in good request, and a large number changed hands. (16, 1041, 138, 1077)
trade-text: London, October 22. Mr Chaplin, M.P., has issued a letter urging the necessity of closer commercial relations between Great Britain and her colonies. (969, 542, 1098, 570)
single-tax-text: Sir,—I take pleasure in replying to your correspondent "Gridiron." Perhaps I did not make myself quite clear. The single tax is not a tax upon labour but upon land values alone. (559, 886, 685, 922)
divider (150, 689, 276, 690)
produce-heading: AUCKLAND PRODUCE MARKETS. (36, 745, 118, 761)
divider (312, 1111, 387, 1112)
divider (857, 242, 933, 243)
local-appointments-heading: LOCAL APPOINTMENTS. (718, 511, 799, 520)
column-rule (553, 54, 554, 1564)
calendar-columns: Sun Rises. Sun Sets. (52, 66, 102, 73)
nsw-cabinet-heading: N.S.W. CABINET. (834, 395, 956, 412)
koch-heading: DR. KOCH'S CONSUMPTION CURE. (423, 635, 548, 644)
meetings-text: Meetings (and Notice of Entertainments) of the week. R.M. Court Sittings for October. Raglan—Monday, 26th, 10 a.m. (16, 1137, 138, 1166)
skeet-line: Queen-street, Auckland (184, 330, 242, 337)
mortality-text: Sir,—In your issue of the 22nd inst. I notice an article headed "Mortality among sheep." I think the loss is mainly due to insufficient feed during the winter months. (696, 849, 821, 877)
skeet-text: Mr Skeet will visit Cambridge, arriving by train on Saturday afternoon, the 31st, and remaining until Monday morning, 2nd proximo. (150, 347, 276, 368)
column-rule (417, 54, 418, 1564)
harker-sub: WATCHMAKER, JEWELLER, & OPTICIAN, HAMILTON, (155, 490, 271, 504)
markets-text: Messrs McNicol, Hunter and Co. report that the yardings have been fairly large, fat cattle being in good demand, with prices firm; sheep also are in steady request. Stores are not so keenly sought after, though good lines move readily. Grain and produce unchanged. (16, 157, 138, 207)
eight-hours-heading: EIGHT HOURS SYSTEM (706, 346, 811, 379)
paragraph-text: Messrs Gillies and Gibbons, the well-known Queen street milliners and drapers, have been making extensive alterations and improvements in their establishment, which is now one of the most attractive and complete in the colony. (423, 394, 548, 436)
divider (995, 248, 1072, 249)
german-socialists-heading: GERMAN SOCIALISTS. (986, 361, 1081, 394)
column-rule (143, 54, 144, 1564)
calendar-row: 30—Friday ... 4.59 a.m. ... 6.29 p.m. (16, 115, 119, 122)
electorates-text: At yesterday's meeting of the Waikato County Council the chairman read a letter from the Mayor of Cambridge dealing with the question of the redistribution of electorates. (559, 535, 685, 571)
notice-heading: NOTICE. (175, 465, 251, 480)
rm-court-text: Yesterday.—(Before Capt. Jackson, R.M.) Breach of By-Laws.—W. Bonds, E. Wilton, and M. Carey were charged with a breach of the by-laws by allowing their cattle to wander in the streets. Fined 5s and costs each. (559, 179, 685, 221)
column-rule (826, 54, 827, 1564)
county-council-text: The usual monthly meeting of the above Council was held in the Waikato County Chambers yesterday afternoon. Present—Cr. Primrose (chairman), Crs. Johnson, Hunter and Forrest. Accounts amounting to £143 were passed for payment. (423, 941, 548, 983)
mortality-heading: MORTALITY AMONG SHEEP. (709, 838, 808, 847)
gladstone-heading: MR GLADSTONE. (970, 57, 1097, 73)
